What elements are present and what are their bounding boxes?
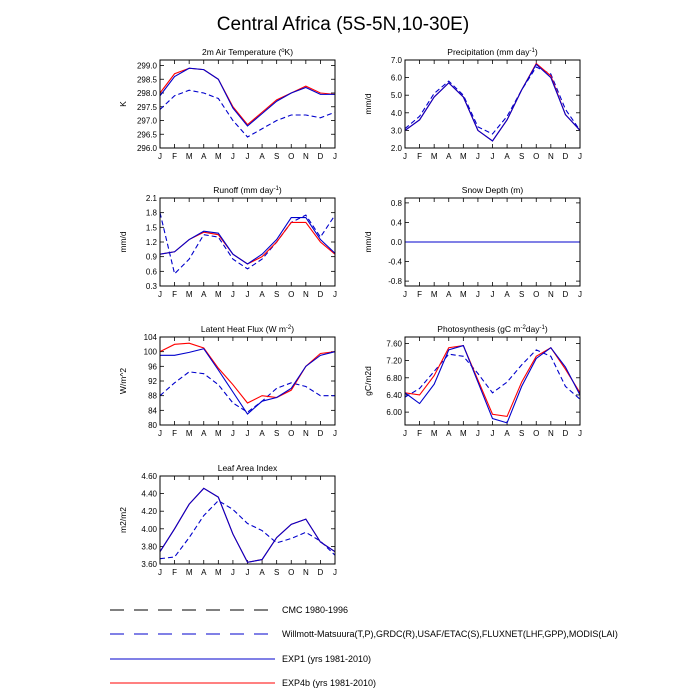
x-tick-label: M	[185, 429, 193, 438]
x-tick-label: D	[562, 429, 569, 438]
y-axis-label: mm/d	[363, 231, 373, 253]
x-tick-label: N	[547, 290, 554, 299]
x-tick-label: A	[201, 152, 207, 161]
y-tick-label: 297.0	[136, 116, 157, 126]
x-tick-label: F	[417, 152, 423, 161]
x-tick-label: J	[333, 429, 337, 438]
y-tick-label: 1.5	[145, 223, 157, 233]
panel-2	[363, 47, 582, 161]
y-tick-label: 2.1	[145, 194, 157, 203]
x-tick-label: A	[446, 429, 452, 438]
series-line-exp1-yrs-1981-2010	[405, 64, 580, 141]
panel-frame	[405, 337, 580, 425]
series-line-exp1-yrs-1981-2010	[160, 488, 335, 562]
x-tick-label: J	[490, 429, 495, 438]
panel-4	[363, 185, 582, 299]
x-tick-label: N	[302, 290, 309, 299]
series-line-exp1-yrs-1981-2010	[160, 68, 335, 126]
series-line-exp1-yrs-1981-2010	[405, 346, 580, 423]
x-tick-label: N	[302, 152, 309, 161]
y-tick-label: 0.4	[390, 218, 402, 228]
x-tick-label: J	[333, 290, 337, 299]
x-tick-label: J	[403, 152, 407, 161]
x-tick-label: S	[518, 290, 525, 299]
y-tick-label: 296.5	[136, 130, 157, 140]
panel-title: Photosynthesis (gC $m^{-2}day^{-1}$)	[437, 324, 548, 334]
x-tick-label: M	[459, 152, 467, 161]
x-tick-label: D	[317, 568, 324, 577]
x-tick-label: J	[490, 290, 495, 299]
x-tick-label: J	[230, 429, 235, 438]
x-tick-label: F	[172, 290, 178, 299]
panels	[118, 47, 582, 577]
series-line-exp4b-yrs-1981-2010	[160, 222, 335, 264]
x-tick-label: A	[201, 568, 207, 577]
x-tick-label: J	[403, 429, 407, 438]
x-tick-label: N	[302, 568, 309, 577]
series-line-exp4b-yrs-1981-2010	[160, 488, 335, 562]
y-tick-label: 100	[143, 347, 157, 357]
legend-item	[110, 654, 371, 664]
panel-title: Precipitation (mm day$^{-1}$)	[447, 47, 538, 57]
x-tick-label: M	[214, 290, 222, 299]
panel-title: Leaf Area Index	[217, 463, 278, 473]
y-axis-label: gC/m2d	[363, 366, 373, 396]
y-tick-label: 299.0	[136, 61, 157, 71]
y-tick-label: -0.4	[388, 257, 402, 267]
x-tick-label: A	[201, 290, 207, 299]
x-tick-label: O	[288, 152, 295, 161]
x-tick-label: S	[518, 152, 525, 161]
y-tick-label: 7.20	[386, 356, 402, 366]
x-tick-label: O	[533, 429, 540, 438]
panel-frame	[160, 476, 335, 564]
x-tick-label: S	[273, 429, 280, 438]
panel-title: Snow Depth (m)	[461, 185, 524, 195]
series-line-exp4b-yrs-1981-2010	[160, 68, 335, 124]
x-tick-label: A	[446, 152, 452, 161]
y-tick-label: 6.00	[386, 408, 402, 418]
panel-3	[118, 185, 337, 299]
x-tick-label: O	[288, 429, 295, 438]
panel-frame	[405, 60, 580, 148]
series-line-exp4b-yrs-1981-2010	[405, 346, 580, 417]
y-tick-label: 7.0	[390, 56, 402, 65]
x-tick-label: A	[201, 429, 207, 438]
y-tick-label: 298.5	[136, 75, 157, 85]
x-tick-label: F	[172, 152, 178, 161]
y-tick-label: 3.80	[141, 542, 157, 552]
series-line-willmott-matsuura	[160, 90, 335, 137]
y-tick-label: 298.0	[136, 89, 157, 98]
x-tick-label: M	[185, 568, 193, 577]
x-tick-label: J	[245, 429, 250, 438]
x-tick-label: A	[504, 290, 510, 299]
y-tick-label: 5.0	[390, 91, 402, 101]
y-tick-label: 4.20	[141, 507, 157, 517]
series-line-exp1-yrs-1981-2010	[160, 218, 335, 264]
y-tick-label: 6.40	[386, 390, 402, 400]
x-tick-label: F	[172, 429, 178, 438]
y-axis-label: mm/d	[118, 231, 128, 253]
figure-title: Central Africa (5S-5N,10-30E)	[216, 14, 470, 35]
x-tick-label: S	[273, 568, 280, 577]
x-tick-label: M	[214, 568, 222, 577]
y-axis-label: K	[118, 101, 128, 107]
x-tick-label: J	[230, 290, 235, 299]
x-tick-label: D	[317, 429, 324, 438]
x-tick-label: M	[459, 290, 467, 299]
y-tick-label: 296.0	[136, 144, 157, 153]
x-tick-label: D	[317, 152, 324, 161]
legend-item	[110, 629, 618, 639]
x-tick-label: M	[214, 429, 222, 438]
x-tick-label: D	[562, 290, 569, 299]
y-tick-label: 6.80	[386, 373, 402, 383]
x-tick-label: J	[158, 568, 162, 577]
x-tick-label: F	[417, 429, 423, 438]
legend-item	[110, 678, 376, 688]
x-tick-label: J	[475, 152, 480, 161]
series-line-fluxnet	[405, 350, 580, 399]
x-tick-label: O	[288, 568, 295, 577]
legend-label: CMC 1980-1996	[282, 605, 349, 615]
y-tick-label: 297.5	[136, 102, 157, 112]
panel-5	[118, 324, 337, 438]
x-tick-label: A	[504, 152, 510, 161]
series-line-willmott-matsuura	[405, 67, 580, 134]
x-tick-label: S	[518, 429, 525, 438]
x-tick-label: J	[578, 152, 582, 161]
x-tick-label: J	[245, 290, 250, 299]
x-tick-label: M	[430, 290, 438, 299]
x-tick-label: J	[230, 568, 235, 577]
x-tick-label: O	[533, 290, 540, 299]
y-tick-label: 80	[148, 421, 157, 430]
panel-frame	[160, 337, 335, 425]
x-tick-label: F	[417, 290, 423, 299]
x-tick-label: A	[504, 429, 510, 438]
y-tick-label: 92	[148, 377, 157, 386]
x-tick-label: J	[245, 152, 250, 161]
x-tick-label: J	[158, 429, 162, 438]
legend	[110, 605, 618, 688]
x-tick-label: J	[578, 429, 582, 438]
panel-6	[363, 324, 582, 438]
y-tick-label: 0.6	[145, 267, 157, 277]
series-line-exp1-yrs-1981-2010	[160, 349, 335, 414]
panel-frame	[160, 60, 335, 148]
y-axis-label: mm/d	[363, 93, 373, 115]
x-tick-label: M	[459, 429, 467, 438]
x-tick-label: J	[403, 290, 407, 299]
panel-title: Runoff (mm day$^{-1}$)	[213, 185, 282, 195]
y-tick-label: 0.8	[390, 198, 402, 208]
x-tick-label: A	[259, 152, 265, 161]
x-tick-label: J	[333, 568, 337, 577]
y-axis-label: W/m^2	[118, 367, 128, 395]
x-tick-label: A	[259, 568, 265, 577]
x-tick-label: J	[578, 290, 582, 299]
x-tick-label: M	[185, 290, 193, 299]
y-axis-label: m2/m2	[118, 507, 128, 533]
y-tick-label: 1.8	[145, 208, 157, 218]
x-tick-label: J	[230, 152, 235, 161]
y-tick-label: 3.0	[390, 126, 402, 136]
x-tick-label: A	[259, 429, 265, 438]
y-tick-label: 0.0	[390, 238, 402, 247]
y-tick-label: 7.60	[386, 339, 402, 349]
panel-title: Latent Heat Flux (W $m^{-2}$)	[200, 324, 295, 334]
y-tick-label: 0.3	[145, 282, 157, 291]
x-tick-label: J	[475, 429, 480, 438]
panel-title: 2m Air Temperature ($^o$K)	[201, 47, 294, 57]
y-tick-label: 1.2	[145, 238, 157, 247]
y-tick-label: 0.9	[145, 252, 157, 262]
x-tick-label: J	[158, 152, 162, 161]
series-line-exp4b-yrs-1981-2010	[160, 343, 335, 403]
y-tick-label: 96	[148, 362, 157, 372]
y-tick-label: 3.60	[141, 560, 157, 569]
y-tick-label: 4.00	[141, 524, 157, 534]
x-tick-label: D	[317, 290, 324, 299]
series-line-fluxnet	[160, 372, 335, 412]
x-tick-label: J	[158, 290, 162, 299]
y-tick-label: 84	[148, 406, 157, 416]
y-tick-label: -0.8	[388, 277, 402, 287]
x-tick-label: F	[172, 568, 178, 577]
x-tick-label: J	[245, 568, 250, 577]
x-tick-label: S	[273, 290, 280, 299]
x-tick-label: N	[302, 429, 309, 438]
x-tick-label: M	[185, 152, 193, 161]
x-tick-label: M	[430, 152, 438, 161]
y-tick-label: 2.0	[390, 144, 402, 153]
x-tick-label: M	[430, 429, 438, 438]
panel-1	[118, 47, 337, 161]
y-tick-label: 88	[148, 391, 157, 401]
x-tick-label: N	[547, 152, 554, 161]
legend-label: Willmott-Matsuura(T,P),GRDC(R),USAF/ETAC(S),FLUXNET(LHF,GPP),MODIS(LAI)	[282, 629, 618, 639]
y-tick-label: 4.40	[141, 489, 157, 499]
x-tick-label: O	[288, 290, 295, 299]
y-tick-label: 4.60	[141, 472, 157, 481]
y-tick-label: 104	[143, 333, 157, 342]
x-tick-label: A	[446, 290, 452, 299]
legend-label: EXP4b (yrs 1981-2010)	[282, 678, 377, 688]
x-tick-label: J	[333, 152, 337, 161]
x-tick-label: O	[533, 152, 540, 161]
x-tick-label: D	[562, 152, 569, 161]
x-tick-label: A	[259, 290, 265, 299]
x-tick-label: J	[475, 290, 480, 299]
y-tick-label: 4.0	[390, 108, 402, 118]
x-tick-label: S	[273, 152, 280, 161]
y-tick-label: 6.0	[390, 73, 402, 83]
legend-label: EXP1 (yrs 1981-2010)	[282, 654, 372, 664]
legend-item	[110, 605, 348, 615]
x-tick-label: N	[547, 429, 554, 438]
panel-7	[118, 463, 337, 577]
x-tick-label: J	[490, 152, 495, 161]
x-tick-label: M	[214, 152, 222, 161]
